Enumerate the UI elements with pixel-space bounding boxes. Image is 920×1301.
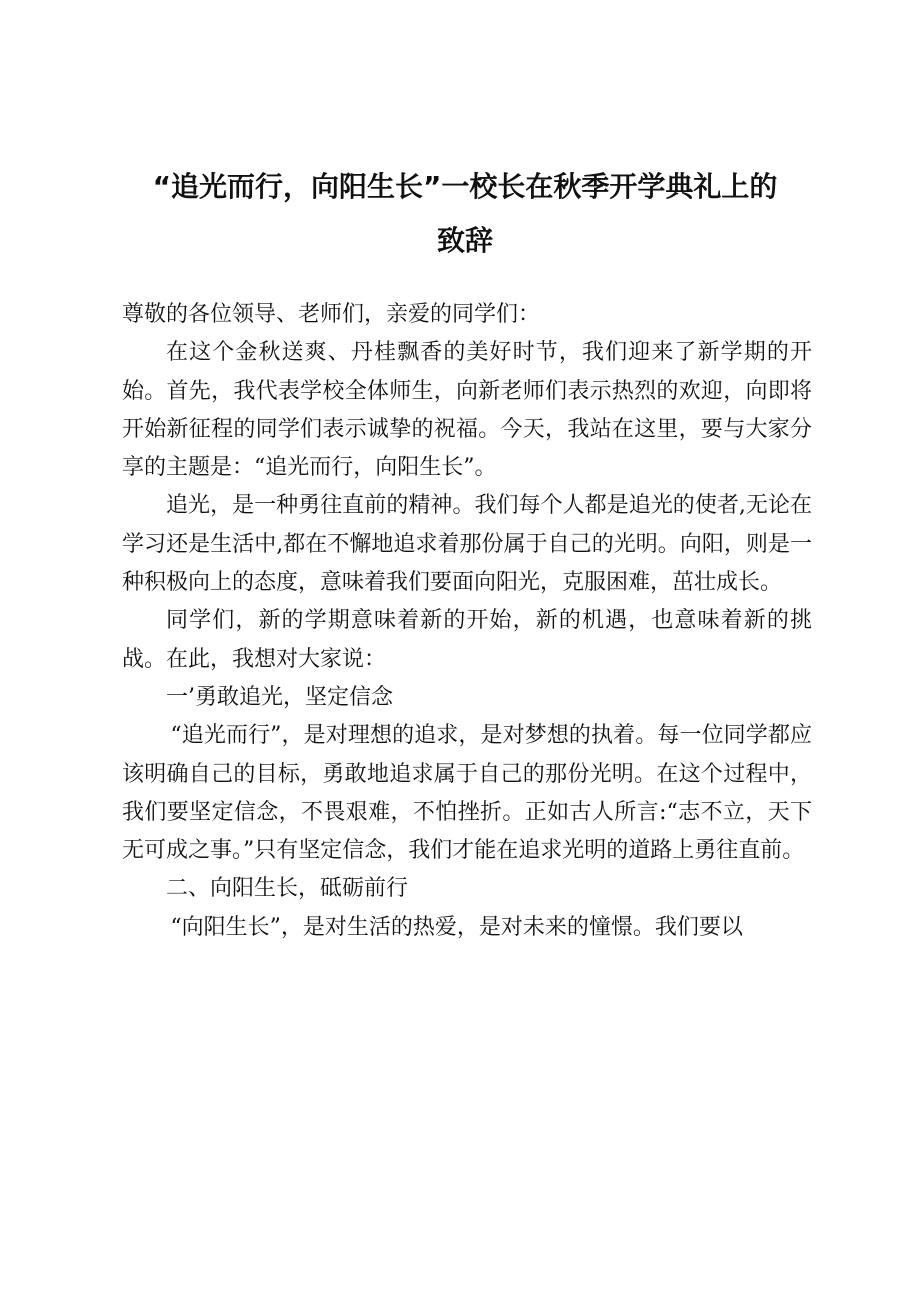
salutation: 尊敬的各位领导、老师们，亲爱的同学们： <box>122 302 541 327</box>
title-line-2: 致辞 <box>436 224 493 257</box>
document-body <box>122 296 812 947</box>
paragraph-address: 同学们，新的学期意味着新的开始，新的机遇，也意味着新的挑战。在此，我想对大家说： <box>122 608 812 672</box>
title-line-1: “追光而行，向阳生长”一校长在秋季开学典礼上的 <box>152 170 778 203</box>
paragraph-theme: 追光，是一种勇往直前的精神。我们每个人都是追光的使者,无论在学习还是生活中,都在不懈地追求着那份属于自己的光明。向阳，则是一种积极向上的态度，意味着我们要面向阳光，克服困难，茁壮成长。 <box>122 493 812 596</box>
paragraph-section-1: “追光而行”，是对理想的追求，是对梦想的执着。每一位同学都应该明确自己的目标，勇敢地追求属于自己的那份光明。在这个过程中，我们要坚定信念，不畏艰难，不怕挫折。正如古人所言:“志不立，天下无可成之事。”只有坚定信念，我们才能在追求光明的道路上勇往直前。 <box>122 723 812 864</box>
paragraph-opening: 在这个金秋送爽、丹桂飘香的美好时节，我们迎来了新学期的开始。首先，我代表学校全体师生，向新老师们表示热烈的欢迎，向即将开始新征程的同学们表示诚挚的祝福。今天，我站在这里，要与大家分享的主题是：“追光而行，向阳生长”。 <box>122 340 812 481</box>
paragraph-section-2: “向阳生长”，是对生活的热爱，是对未来的憧憬。我们要以 <box>170 914 743 940</box>
section-heading-1: 一’勇敢追光，坚定信念 <box>166 684 393 710</box>
document-title <box>120 160 810 268</box>
section-heading-2: 二、向阳生长，砥砺前行 <box>166 876 409 902</box>
